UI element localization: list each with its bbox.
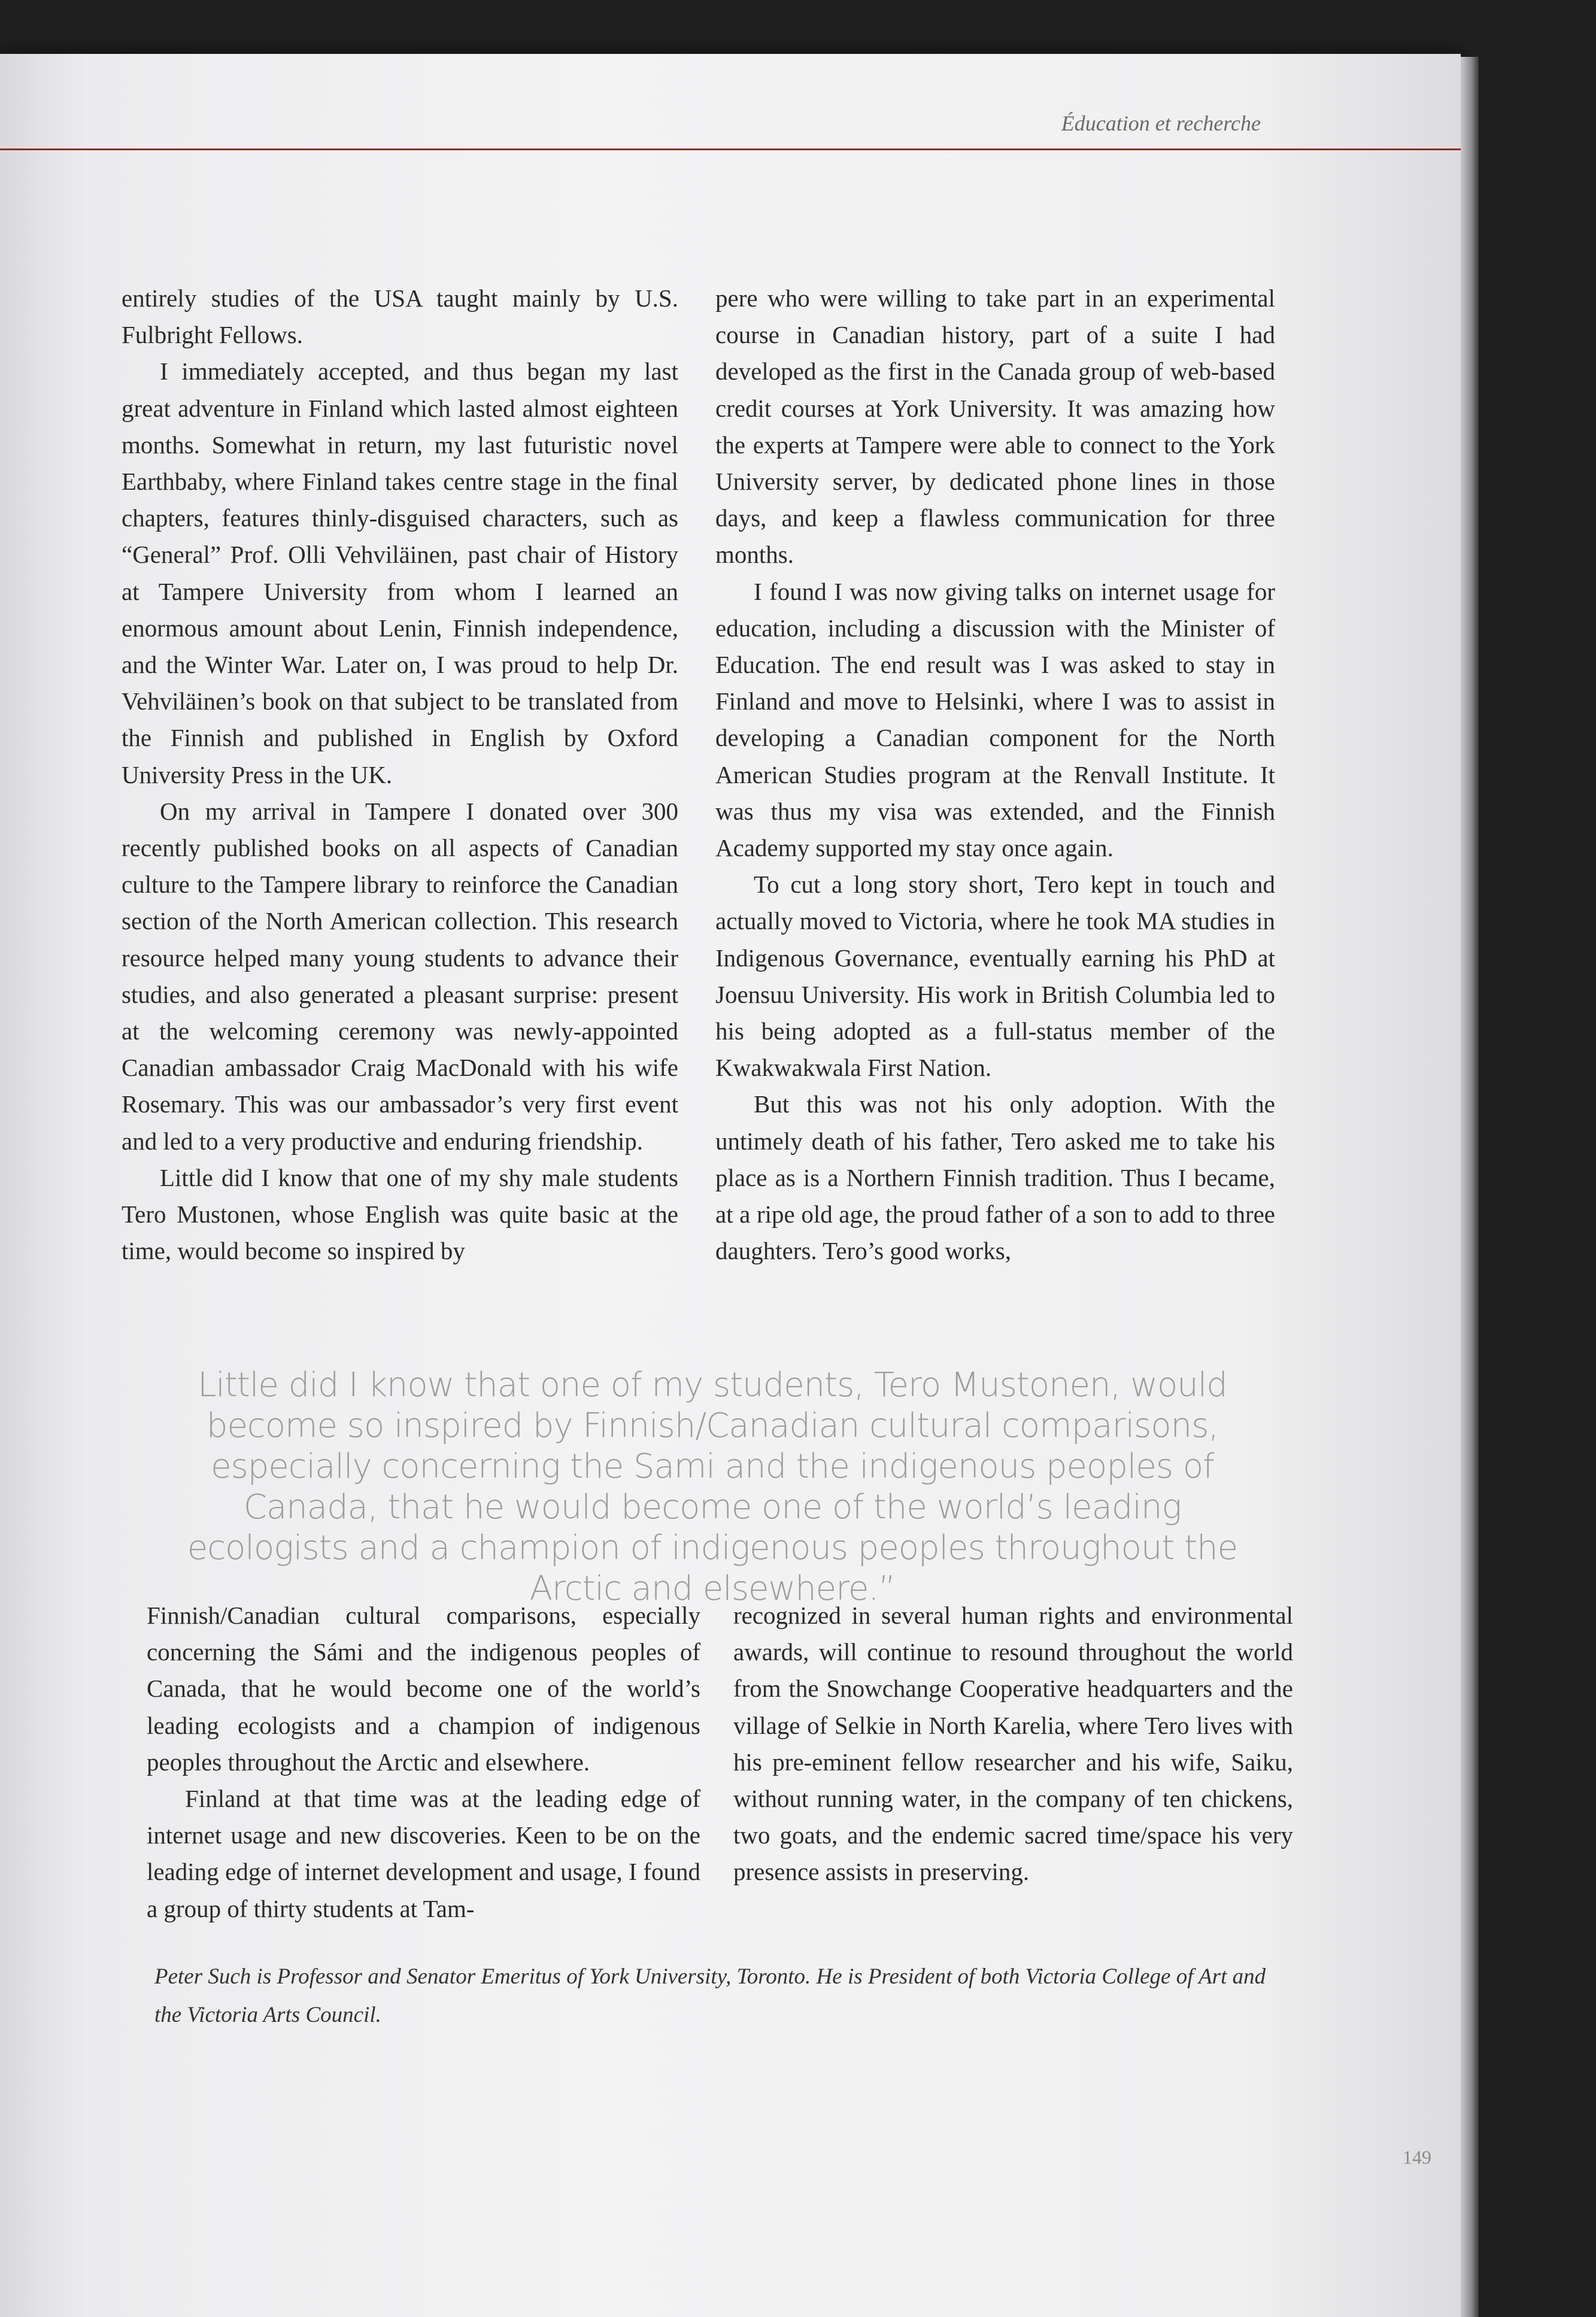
- author-bio: Peter Such is Professor and Senator Emeritus of York University, Toronto. He is President of both Victoria College of Art and the Victoria Arts Council.: [154, 1964, 1266, 2027]
- text-column-2: [715, 280, 1275, 1269]
- text-column-4: [733, 1597, 1293, 1891]
- header-rule: [0, 148, 1461, 150]
- paragraph: Little did I know that one of my shy male students Tero Mustonen, whose English was quite basic at the time, would become so inspired by: [122, 1163, 678, 1265]
- paragraph: But this was not his only adoption. With the untimely death of his father, Tero asked me to take his place as is a Northern Finnish tradition. Thus I became, at a ripe old age, the proud father of a son to add to three daughters. Tero’s good works,: [715, 1090, 1275, 1265]
- paragraph: To cut a long story short, Tero kept in touch and actually moved to Victoria, where he took MA studies in Indigenous Governance, eventually earning his PhD at Joensuu University. His work in British Columbia led to his being adopted as a full-status member of the Kwakwakwala First Nation.: [715, 871, 1275, 1082]
- paragraph: On my arrival in Tampere I donated over 300 recently published books on all aspects of Canadian culture to the Tampere library to reinforce the Canadian section of the North American collection. This research resource helped many young students to advance their studies, and also generated a pleasant surprise: present at the welcoming ceremony was newly-appointed Canadian ambassador Craig MacDonald with his wife Rosemary. This was our ambassador’s very first event and led to a very productive and enduring friendship.: [122, 797, 678, 1155]
- page-number: 149: [1403, 2146, 1431, 2168]
- text-column-1: [122, 280, 678, 1269]
- paragraph: I immediately accepted, and thus began my last great adventure in Finland which lasted almost eighteen months. Somewhat in return, my last futuristic novel Earthbaby, where Finland takes centre stage in the final chapters, features thinly-disguised characters, such as “General” Prof. Olli Vehviläinen, past chair of History at Tampere University from whom I learned an enormous amount about Lenin, Finnish independence, and the Winter War. Later on, I was proud to help Dr. Vehviläinen’s book on that subject to be translated from the Finnish and published in English by Oxford University Press in the UK.: [122, 357, 678, 788]
- paragraph: Finland at that time was at the leading edge of internet usage and new discoveries. Keen to be on the leading edge of internet development and usage, I found a group of thirty students at Tam-: [147, 1785, 700, 1922]
- paragraph: recognized in several human rights and environmental awards, will continue to resound throughout the world from the Snowchange Cooperative headquarters and the village of Selkie in North Karelia, where Tero lives with his pre-eminent fellow researcher and his wife, Saiku, without running water, in the company of ten chickens, two goats, and the endemic sacred time/space his very presence assists in preserving.: [733, 1602, 1293, 1886]
- pull-quote: Little did I know that one of my students, Tero Mustonen, would become so inspired by Finnish/Canadian cultural comparisons, especially concerning the Sami and the indigenous peoples of Canada, that he would become one of the world’s leading ecologists and a champion of indigenous peoples throughout the Arctic and elsewhere.”: [187, 1366, 1238, 1608]
- page-edge: [1461, 57, 1479, 2317]
- paragraph: I found I was now giving talks on internet usage for education, including a discussion with the Minister of Education. The end result was I was asked to stay in Finland and move to Helsinki, where I was to assist in developing a Canadian component for the North American Studies program at the Renvall Institute. It was thus my visa was extended, and the Finnish Academy supported my stay once again.: [715, 577, 1275, 862]
- paragraph: entirely studies of the USA taught mainly by U.S. Fulbright Fellows.: [122, 284, 678, 349]
- paragraph: Finnish/Canadian cultural comparisons, especially concerning the Sámi and the indigenous peoples of Canada, that he would become one of the world’s leading ecologists and a champion of indigenous peoples throughout the Arctic and elsewhere.: [147, 1602, 700, 1776]
- paragraph: pere who were willing to take part in an experimental course in Canadian history, part of a suite I had developed as the first in the Canada group of web-based credit courses at York University. It was amazing how the experts at Tampere were able to connect to the York University server, by dedicated phone lines in those days, and keep a flawless communication for three months.: [715, 284, 1275, 569]
- section-header: Éducation et recherche: [1061, 111, 1261, 135]
- text-column-3: [147, 1597, 700, 1927]
